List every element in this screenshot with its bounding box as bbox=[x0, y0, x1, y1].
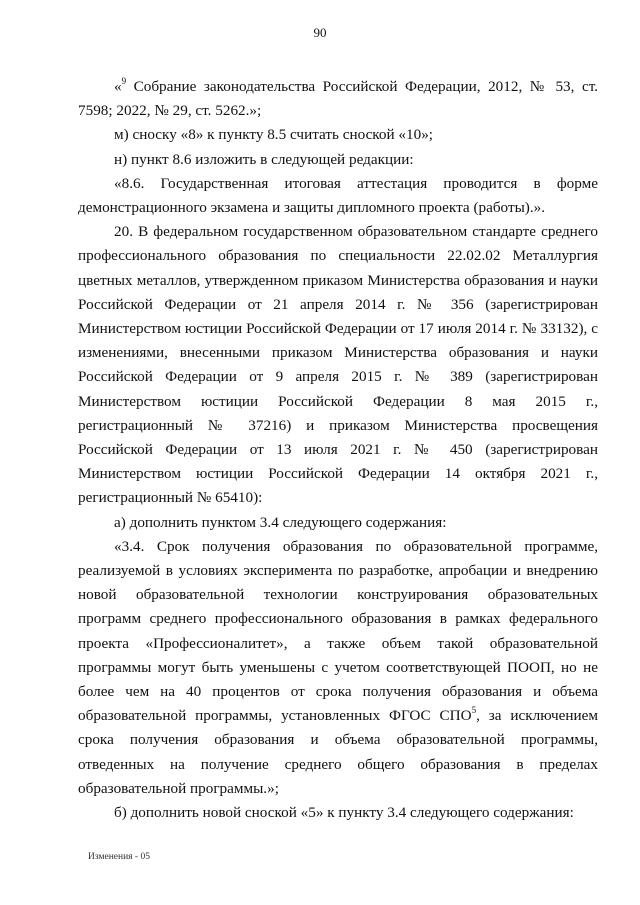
item-n: н) пункт 8.6 изложить в следующей редакции: bbox=[114, 150, 414, 168]
footnote-9-body: Собрание законодательства Российской Федерации, 2012, № 53, ст. 7598; 2022, № 29, ст. 5262.»; bbox=[78, 78, 598, 120]
clause-3-4 bbox=[78, 535, 598, 801]
footnote-9-text bbox=[78, 75, 598, 123]
item-b: б) дополнить новой сноской «5» к пункту 3.4 следующего содержания: bbox=[114, 804, 574, 822]
clause-8-6: «8.6. Государственная итоговая аттестация проводится в форме демонстрационного экзамена и защиты дипломного проекта (работы).». bbox=[78, 174, 598, 217]
footnote-marker-9: 9 bbox=[121, 75, 127, 86]
page-footer: Изменения - 05 bbox=[88, 852, 150, 862]
item-m: м) сноску «8» к пункту 8.5 считать сноской «10»; bbox=[114, 126, 434, 144]
page-number: 90 bbox=[313, 25, 327, 40]
footnote-marker-5: 5 bbox=[471, 705, 477, 716]
document-body bbox=[78, 75, 598, 825]
item-a: а) дополнить пунктом 3.4 следующего содержания: bbox=[114, 513, 447, 531]
section-20: 20. В федеральном государственном образовательном стандарте среднего профессионального образования по специальности 22.02.02 Металлургия цветных металлов, утвержденном приказом Министерства образования и науки Российской Федерации от 21 апреля 2014 г. № 356 (зарегистрирован Министерством юстиции Российской Федерации от 17 июля 2014 г. № 33132), с изменениями, внесенными приказом Министерства образования и науки Российской Федерации от 9 апреля 2015 г. № 389 (зарегистрирован Министерством юстиции Российской Федерации 8 мая 2015 г., регистрационный № 37216) и приказом Министерства просвещения Российской Федерации от 13 июля 2021 г. № 450 (зарегистрирован Министерством юстиции Российской Федерации 14 октября 2021 г., регистрационный № 65410): bbox=[78, 223, 598, 507]
footnote-open-quote: « bbox=[114, 78, 122, 95]
clause-3-4-part2: , за исключением срока получения образования и объема образовательной программы, отведенных на получение среднего общего образования в пределах образовательной программы.»; bbox=[78, 707, 598, 797]
clause-3-4-part1: «3.4. Срок получения образования по образовательной программе, реализуемой в условиях эксперимента по разработке, апробации и внедрению новой образовательной технологии конструирования образовательных программ среднего профессионального образования в рамках федерального проекта «Профессионалитет», а также объем такой образовательной программы могут быть уменьшены с учетом соответствующей ПООП, но не более чем на 40 процентов от срока получения образования и объема образовательной программы, установленных ФГОС СПО bbox=[78, 537, 598, 725]
